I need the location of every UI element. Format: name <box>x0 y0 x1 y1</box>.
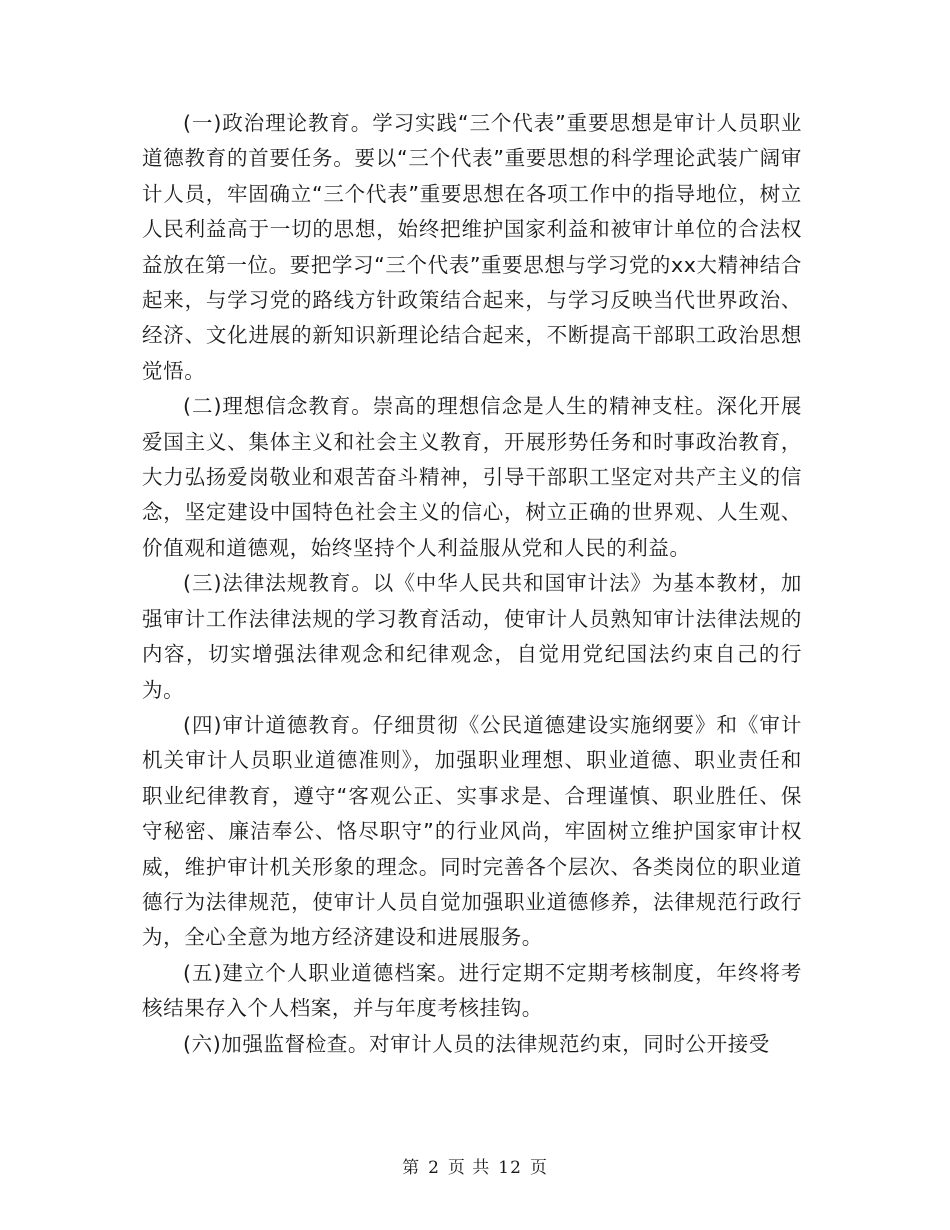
paragraph-audit-ethics: (四)审计道德教育。仔细贯彻《公民道德建设实施纲要》和《审计机关审计人员职业道德准则》，加强职业理想、职业道德、职业责任和职业纪律教育，遵守“客观公正、实事求是、合理谨慎、职业胜任、保守秘密、廉洁奉公、恪尽职守”的行业风尚，牢固树立维护国家审计权威，维护审计机关形象的理念。同时完善各个层次、各类岗位的职业道德行为法律规范，使审计人员自觉加强职业道德修养，法律规范行政行为，全心全意为地方经济建设和进展服务。 <box>142 712 802 950</box>
paragraph-supervision: (六)加强监督检查。对审计人员的法律规范约束，同时公开接受 <box>183 1031 770 1056</box>
paragraph-ideals-beliefs: (二)理想信念教育。崇高的理想信念是人生的精神支柱。深化开展爱国主义、集体主义和社会主义教育，开展形势任务和时事政治教育，大力弘扬爱岗敬业和艰苦奋斗精神，引导干部职工坚定对共产主义的信念，坚定建设中国特色社会主义的信心，树立正确的世界观、人生观、价值观和道德观，始终坚持个人利益服从党和人民的利益。 <box>142 394 802 560</box>
paragraph-laws-regulations: (三)法律法规教育。以《中华人民共和国审计法》为基本教材，加强审计工作法律法规的学习教育活动，使审计人员熟知审计法律法规的内容，切实增强法律观念和纪律观念，自觉用党纪国法约束自己的行为。 <box>142 571 802 702</box>
footer-prefix: 第 <box>402 1158 421 1178</box>
footer-total-pages: 12 <box>498 1158 522 1178</box>
footer-suffix: 页 <box>529 1158 548 1178</box>
footer-middle: 页 共 <box>447 1158 491 1178</box>
document-body <box>142 106 802 1062</box>
paragraph-ethics-archive: (五)建立个人职业道德档案。进行定期不定期考核制度，年终将考核结果存入个人档案，并与年度考核挂钩。 <box>142 960 802 1021</box>
page-footer <box>0 1153 950 1178</box>
footer-page-number: 2 <box>428 1158 440 1178</box>
paragraph-political-theory: (一)政治理论教育。学习实践“三个代表”重要思想是审计人员职业道德教育的首要任务。要以“三个代表”重要思想的科学理论武装广阔审计人员，牢固确立“三个代表”重要思想在各项工作中的指导地位，树立人民利益高于一切的思想，始终把维护国家利益和被审计单位的合法权益放在第一位。要把学习“三个代表”重要思想与学习党的xx大精神结合起来，与学习党的路线方针政策结合起来，与学习反映当代世界政治、经济、文化进展的新知识新理论结合起来，不断提高干部职工政治思想觉悟。 <box>142 111 802 383</box>
